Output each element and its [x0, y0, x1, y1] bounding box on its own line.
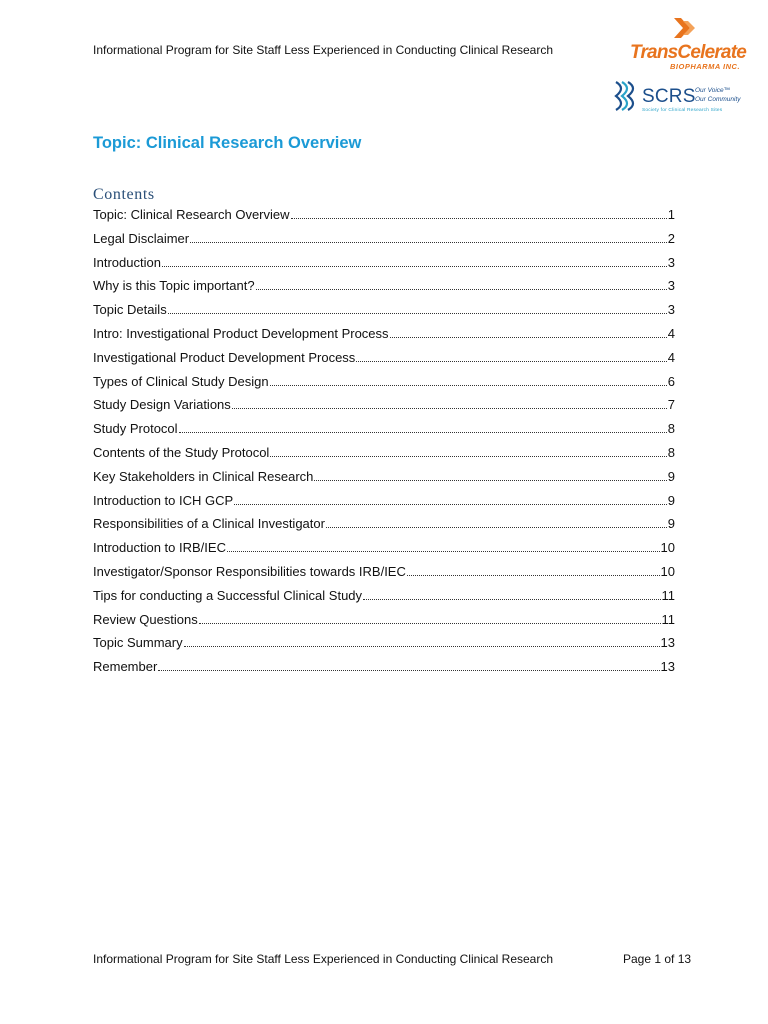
- toc-entry-label[interactable]: Topic Summary: [93, 635, 183, 651]
- toc-dot-leader: [158, 661, 659, 671]
- toc-dot-leader: [190, 233, 667, 243]
- toc-entry-page[interactable]: 6: [667, 373, 675, 389]
- toc-entry-label[interactable]: Investigator/Sponsor Responsibilities towards IRB/IEC: [93, 563, 406, 579]
- toc-entry-label[interactable]: Topic Details: [93, 302, 167, 318]
- toc-entry-label[interactable]: Introduction: [93, 254, 161, 270]
- toc-entry[interactable]: [93, 350, 675, 374]
- toc-entry[interactable]: [93, 374, 675, 398]
- toc-entry[interactable]: [93, 564, 675, 588]
- toc-entry[interactable]: [93, 207, 675, 231]
- toc-entry[interactable]: [93, 231, 675, 255]
- table-of-contents: [93, 207, 675, 683]
- topic-title: Topic: Clinical Research Overview: [93, 134, 362, 152]
- toc-entry-label[interactable]: Tips for conducting a Successful Clinical Study: [93, 587, 363, 603]
- toc-entry-label[interactable]: Investigational Product Development Process: [93, 349, 356, 365]
- toc-entry-label[interactable]: Study Protocol: [93, 421, 178, 437]
- toc-dot-leader: [234, 495, 667, 505]
- contents-heading: Contents: [93, 186, 155, 203]
- toc-dot-leader: [162, 257, 667, 267]
- toc-dot-leader: [232, 399, 667, 409]
- toc-entry-label[interactable]: Key Stakeholders in Clinical Research: [93, 468, 314, 484]
- toc-dot-leader: [199, 614, 661, 624]
- transcelerate-logo-sub: BIOPHARMA INC.: [670, 62, 741, 71]
- toc-entry[interactable]: [93, 397, 675, 421]
- scrs-tagline-voice: Our Voice™: [695, 87, 731, 94]
- toc-entry[interactable]: [93, 421, 675, 445]
- toc-dot-leader: [168, 304, 667, 314]
- toc-dot-leader: [256, 280, 667, 290]
- toc-entry[interactable]: [93, 493, 675, 517]
- toc-entry-label[interactable]: Why is this Topic important?: [93, 278, 255, 294]
- toc-entry-page[interactable]: 3: [667, 302, 675, 318]
- footer-program-title: Informational Program for Site Staff Less Experienced in Conducting Clinical Research: [93, 952, 554, 966]
- toc-entry-page[interactable]: 8: [667, 444, 675, 460]
- toc-entry-page[interactable]: 11: [661, 611, 675, 627]
- toc-entry[interactable]: [93, 588, 675, 612]
- toc-dot-leader: [390, 328, 667, 338]
- toc-entry-page[interactable]: 2: [667, 230, 675, 246]
- scrs-logo: [612, 78, 752, 116]
- toc-entry-page[interactable]: 13: [660, 635, 675, 651]
- scrs-logo-name: SCRS: [642, 86, 696, 107]
- toc-entry-page[interactable]: 11: [661, 587, 675, 603]
- toc-dot-leader: [314, 471, 666, 481]
- toc-entry-label[interactable]: Types of Clinical Study Design: [93, 373, 269, 389]
- transcelerate-chevron-icon: [672, 16, 700, 40]
- toc-entry[interactable]: [93, 635, 675, 659]
- toc-dot-leader: [270, 447, 666, 457]
- toc-dot-leader: [227, 542, 660, 552]
- toc-entry-page[interactable]: 10: [660, 563, 675, 579]
- toc-entry[interactable]: [93, 255, 675, 279]
- toc-entry-page[interactable]: 9: [667, 468, 675, 484]
- toc-entry-label[interactable]: Study Design Variations: [93, 397, 231, 413]
- footer-page-indicator: Page 1 of 13: [623, 952, 692, 966]
- toc-dot-leader: [184, 637, 660, 647]
- toc-entry[interactable]: [93, 278, 675, 302]
- toc-entry-page[interactable]: 3: [667, 254, 675, 270]
- toc-entry-label[interactable]: Contents of the Study Protocol: [93, 444, 270, 460]
- toc-dot-leader: [270, 376, 667, 386]
- toc-entry-label[interactable]: Introduction to IRB/IEC: [93, 540, 226, 556]
- toc-entry-page[interactable]: 1: [667, 207, 675, 222]
- toc-entry-page[interactable]: 3: [667, 278, 675, 294]
- toc-dot-leader: [291, 209, 667, 219]
- header-program-title: Informational Program for Site Staff Less Experienced in Conducting Clinical Research: [93, 43, 554, 57]
- toc-entry-page[interactable]: 8: [667, 421, 675, 437]
- scrs-logo-sub: Society for Clinical Research Sites: [642, 108, 723, 113]
- toc-entry[interactable]: [93, 445, 675, 469]
- toc-entry-label[interactable]: Responsibilities of a Clinical Investigator: [93, 516, 325, 532]
- toc-entry[interactable]: [93, 612, 675, 636]
- toc-entry-label[interactable]: Remember: [93, 659, 158, 675]
- toc-entry-page[interactable]: 4: [667, 325, 675, 341]
- toc-entry-page[interactable]: 9: [667, 516, 675, 532]
- toc-entry-page[interactable]: 9: [667, 492, 675, 508]
- toc-dot-leader: [407, 566, 660, 576]
- toc-entry-page[interactable]: 10: [660, 540, 675, 556]
- toc-entry-page[interactable]: 13: [660, 659, 675, 675]
- toc-entry-label[interactable]: Intro: Investigational Product Development Process: [93, 325, 389, 341]
- toc-dot-leader: [326, 518, 667, 528]
- toc-entry-label[interactable]: Topic: Clinical Research Overview: [93, 207, 290, 222]
- toc-entry[interactable]: [93, 516, 675, 540]
- toc-entry[interactable]: [93, 326, 675, 350]
- transcelerate-logo: [626, 16, 744, 72]
- toc-entry[interactable]: [93, 540, 675, 564]
- toc-dot-leader: [179, 423, 667, 433]
- toc-entry-page[interactable]: 7: [667, 397, 675, 413]
- toc-entry-page[interactable]: 4: [667, 349, 675, 365]
- toc-entry-label[interactable]: Review Questions: [93, 611, 198, 627]
- toc-entry[interactable]: [93, 659, 675, 683]
- toc-entry-label[interactable]: Legal Disclaimer: [93, 230, 190, 246]
- toc-entry[interactable]: [93, 302, 675, 326]
- toc-dot-leader: [356, 352, 666, 362]
- transcelerate-logo-name: TransCelerate: [630, 42, 746, 63]
- toc-entry-label[interactable]: Introduction to ICH GCP: [93, 492, 234, 508]
- toc-dot-leader: [363, 590, 660, 600]
- toc-entry[interactable]: [93, 469, 675, 493]
- scrs-tagline-community: Our Community: [695, 96, 741, 103]
- scrs-emblem-icon: [612, 78, 640, 114]
